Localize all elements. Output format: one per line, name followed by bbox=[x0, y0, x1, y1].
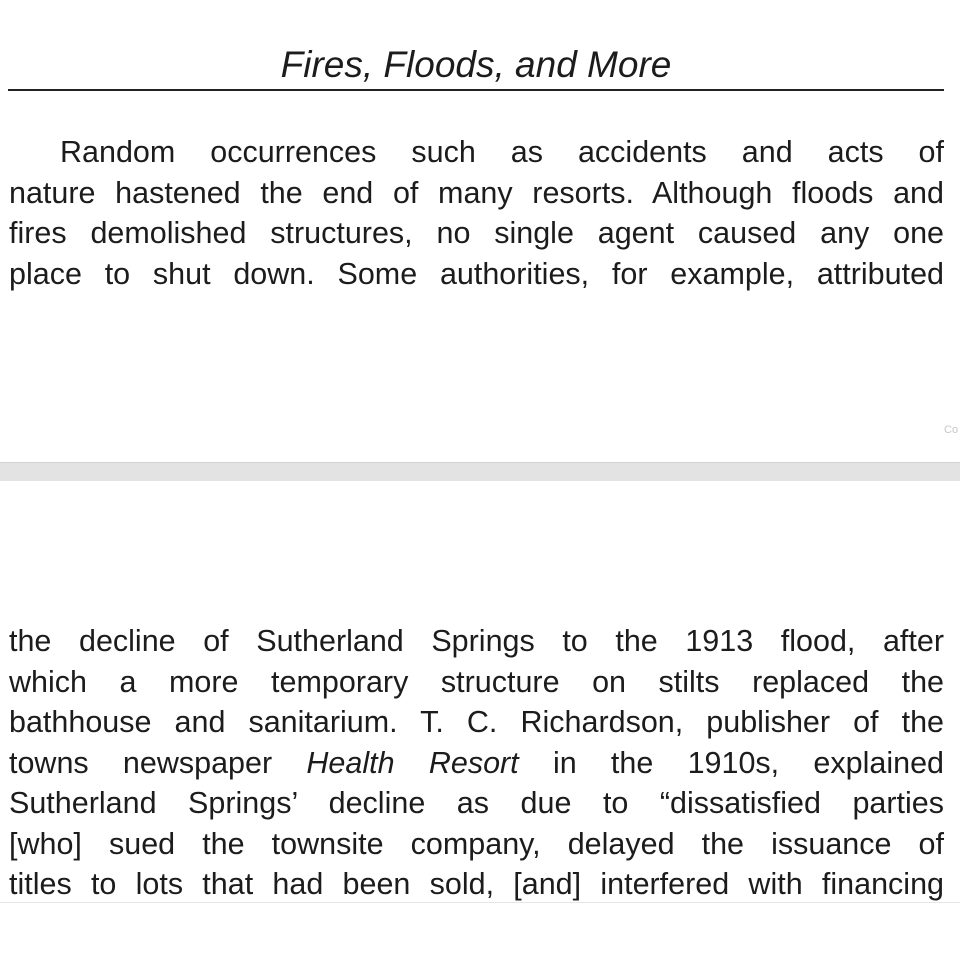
text-line: which a more temporary structure on stilts replaced the bbox=[9, 664, 944, 699]
document-page-bottom bbox=[0, 481, 960, 960]
text-line: Sutherland Springs’ decline as due to “dissatisfied parties bbox=[9, 786, 944, 820]
text-line: nature hastened the end of many resorts. Although floods and bbox=[9, 175, 944, 210]
page-bottom-edge bbox=[0, 902, 960, 903]
text-line: bathhouse and sanitarium. T. C. Richardson, publisher of the bbox=[9, 705, 944, 739]
text-line: fires demolished structures, no single agent caused any one bbox=[9, 216, 944, 250]
text-line: Random occurrences such as accidents and acts of bbox=[60, 135, 944, 169]
text-line: [who] sued the townsite company, delayed the issuance of bbox=[9, 826, 944, 861]
paragraph-top bbox=[9, 132, 944, 294]
text-segment: in the 1910s, explained bbox=[552, 745, 944, 780]
text-line-with-italic bbox=[9, 743, 944, 784]
section-title: Fires, Floods, and More bbox=[280, 44, 672, 85]
page-separator bbox=[0, 462, 960, 482]
document-page-top bbox=[0, 0, 960, 462]
newspaper-name: Health Resort bbox=[306, 745, 519, 780]
paragraph-bottom bbox=[9, 621, 944, 905]
text-line: titles to lots that had been sold, [and] interfered with financing bbox=[9, 867, 944, 901]
text-line: place to shut down. Some authorities, for example, attributed bbox=[9, 256, 944, 291]
title-underline bbox=[8, 89, 944, 91]
text-line: the decline of Sutherland Springs to the 1913 flood, after bbox=[9, 624, 944, 658]
margin-text-fragment: Co bbox=[944, 424, 959, 436]
text-segment: towns newspaper bbox=[9, 745, 273, 780]
